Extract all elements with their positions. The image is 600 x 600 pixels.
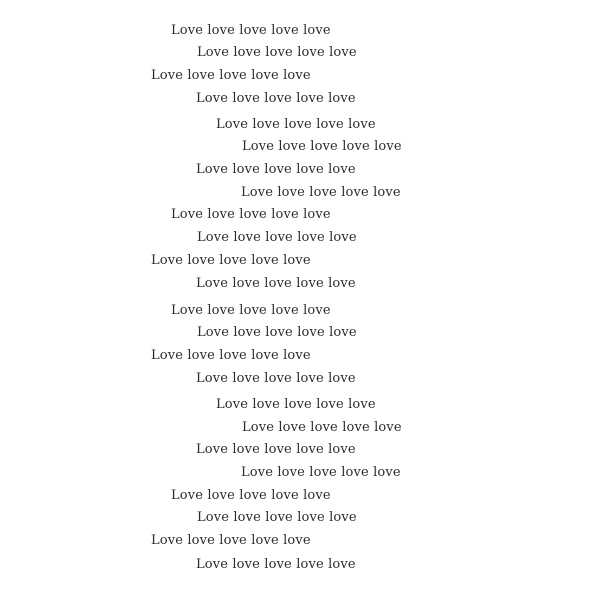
poem-line: Love love love love love: [242, 139, 402, 154]
poem-line: Love love love love love: [196, 91, 356, 106]
poem-line: Love love love love love: [196, 371, 356, 386]
poem-line: Love love love love love: [151, 253, 311, 268]
poem-line: Love love love love love: [216, 397, 376, 412]
poem-line: Love love love love love: [197, 325, 357, 340]
poem-line: Love love love love love: [241, 465, 401, 480]
poem-line: Love love love love love: [151, 533, 311, 548]
poem-line: Love love love love love: [171, 207, 331, 222]
poem-line: Love love love love love: [196, 442, 356, 457]
poem-line: Love love love love love: [196, 162, 356, 177]
poem-line: Love love love love love: [196, 276, 356, 291]
poem-line: Love love love love love: [196, 557, 356, 572]
poem-line: Love love love love love: [171, 23, 331, 38]
poem-line: Love love love love love: [151, 348, 311, 363]
poem-line: Love love love love love: [242, 420, 402, 435]
poem-line: Love love love love love: [241, 185, 401, 200]
poem-line: Love love love love love: [171, 488, 331, 503]
poem-line: Love love love love love: [171, 303, 331, 318]
poem-line: Love love love love love: [197, 230, 357, 245]
poem-line: Love love love love love: [197, 45, 357, 60]
poem-line: Love love love love love: [216, 117, 376, 132]
poem-line: Love love love love love: [151, 68, 311, 83]
poem-line: Love love love love love: [197, 510, 357, 525]
